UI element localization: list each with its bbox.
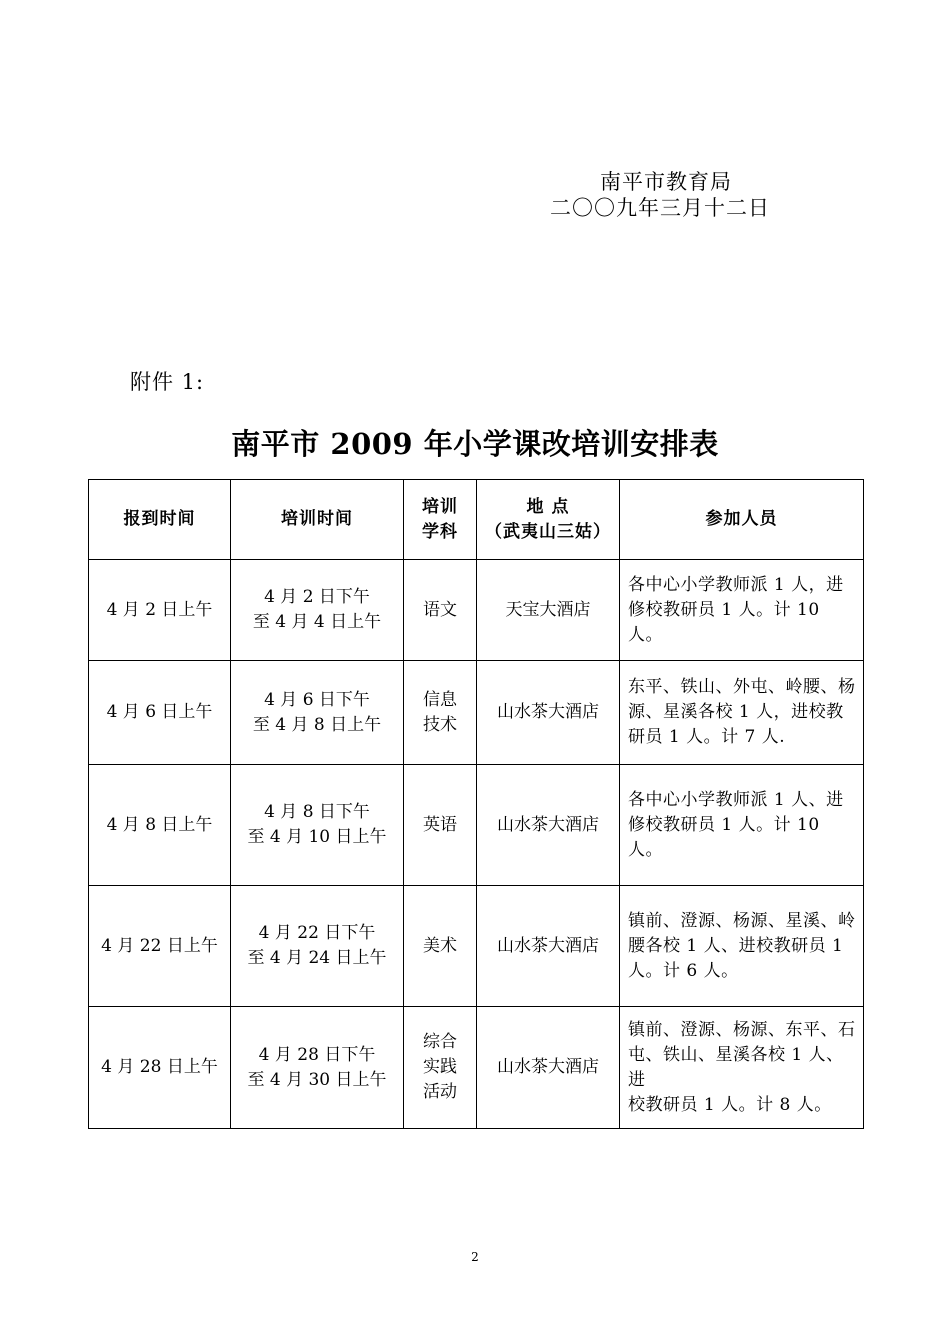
header-report-time: 报到时间 [89,480,231,560]
header-subject [404,480,477,560]
subject-text: 信息 [423,689,457,710]
table-row [89,1007,864,1129]
training-time-end: 至 4 月 4 日上午 [252,612,382,632]
header-location [477,480,620,560]
subject-text: 技术 [423,714,457,735]
training-time-start: 4 月 2 日下午 [264,587,370,607]
participants-text: 各中心小学教师派 1 人、进 [628,789,844,810]
cell-subject [404,560,477,661]
training-time-start: 4 月 28 日下午 [258,1044,376,1065]
training-time-start: 4 月 8 日下午 [264,802,370,822]
cell-training-time [231,661,404,765]
participants-text: 镇前、澄源、杨源、东平、石 [628,1019,856,1040]
location-text: 山水茶大酒店 [497,814,599,835]
cell-location [477,1007,620,1129]
header-participants: 参加人员 [620,480,864,560]
table-row [89,765,864,886]
subject-text: 实践 [423,1057,457,1077]
participants-text: 校教研员 1 人。计 8 人。 [628,1094,832,1115]
report-time-text: 4 月 6 日上午 [106,702,213,722]
cell-participants [620,765,864,886]
subject-text: 美术 [423,935,457,956]
participants-text: 屯、铁山、星溪各校 1 人、进 [628,1044,844,1090]
issuing-organization: 南平市教育局 [600,170,732,194]
cell-location [477,886,620,1007]
cell-participants [620,1007,864,1129]
participants-text: 东平、铁山、外屯、岭腰、杨 [628,677,856,697]
cell-participants [620,661,864,765]
header-subject-line: 培训 [422,496,458,517]
participants-text: 各中心小学教师派 1 人，进 [628,574,844,595]
cell-location [477,560,620,661]
training-schedule-table [88,479,864,1129]
cell-report-time [89,886,231,1007]
location-text: 山水茶大酒店 [497,935,599,956]
table-row [89,661,864,765]
subject-text: 活动 [423,1082,457,1102]
location-text: 天宝大酒店 [505,599,591,620]
table-title: 南平市 2009 年小学课改培训安排表 [231,427,719,461]
participants-text: 腰各校 1 人、进校教研员 1 [628,935,844,956]
issue-date: 二〇〇九年三月十二日 [550,196,770,220]
cell-training-time [231,560,404,661]
cell-report-time [89,1007,231,1129]
table-row [89,560,864,661]
header-training-time: 培训时间 [231,480,404,560]
report-time-text: 4 月 28 日上午 [101,1057,218,1077]
cell-report-time [89,765,231,886]
subject-text: 语文 [423,599,457,620]
cell-subject [404,765,477,886]
cell-training-time [231,765,404,886]
cell-location [477,765,620,886]
participants-text: 镇前、澄源、杨源、星溪、岭 [628,910,856,931]
training-time-start: 4 月 22 日下午 [258,923,376,943]
table-row [89,886,864,1007]
cell-report-time [89,560,231,661]
table-header-row [89,480,864,560]
participants-text: 源、星溪各校 1 人，进校教 [628,702,844,722]
training-time-end: 至 4 月 24 日上午 [247,948,387,968]
cell-subject [404,886,477,1007]
participants-text: 修校教研员 1 人。计 10 人。 [628,814,820,860]
training-time-start: 4 月 6 日下午 [264,689,370,710]
header-subject-line: 学科 [422,521,458,542]
header-location-line: 地 点 [526,496,570,517]
training-time-end: 至 4 月 8 日上午 [252,714,382,735]
participants-text: 人。计 6 人。 [628,960,739,981]
header-location-line: （武夷山三姑） [485,521,611,542]
cell-subject [404,1007,477,1129]
report-time-text: 4 月 2 日上午 [106,599,213,620]
report-time-text: 4 月 8 日上午 [106,814,213,835]
cell-location [477,661,620,765]
location-text: 山水茶大酒店 [497,1057,599,1077]
cell-subject [404,661,477,765]
cell-report-time [89,661,231,765]
participants-text: 研员 1 人。计 7 人. [628,727,786,747]
subject-text: 综合 [423,1032,457,1052]
cell-training-time [231,886,404,1007]
cell-participants [620,560,864,661]
training-time-end: 至 4 月 30 日上午 [247,1069,387,1090]
cell-participants [620,886,864,1007]
cell-training-time [231,1007,404,1129]
subject-text: 英语 [423,814,457,835]
attachment-label: 附件 1: [130,370,205,394]
training-time-end: 至 4 月 10 日上午 [247,827,387,847]
report-time-text: 4 月 22 日上午 [101,935,218,956]
location-text: 山水茶大酒店 [497,702,599,722]
page-number: 2 [471,1250,479,1264]
participants-text: 修校教研员 1 人。计 10 人。 [628,599,820,645]
